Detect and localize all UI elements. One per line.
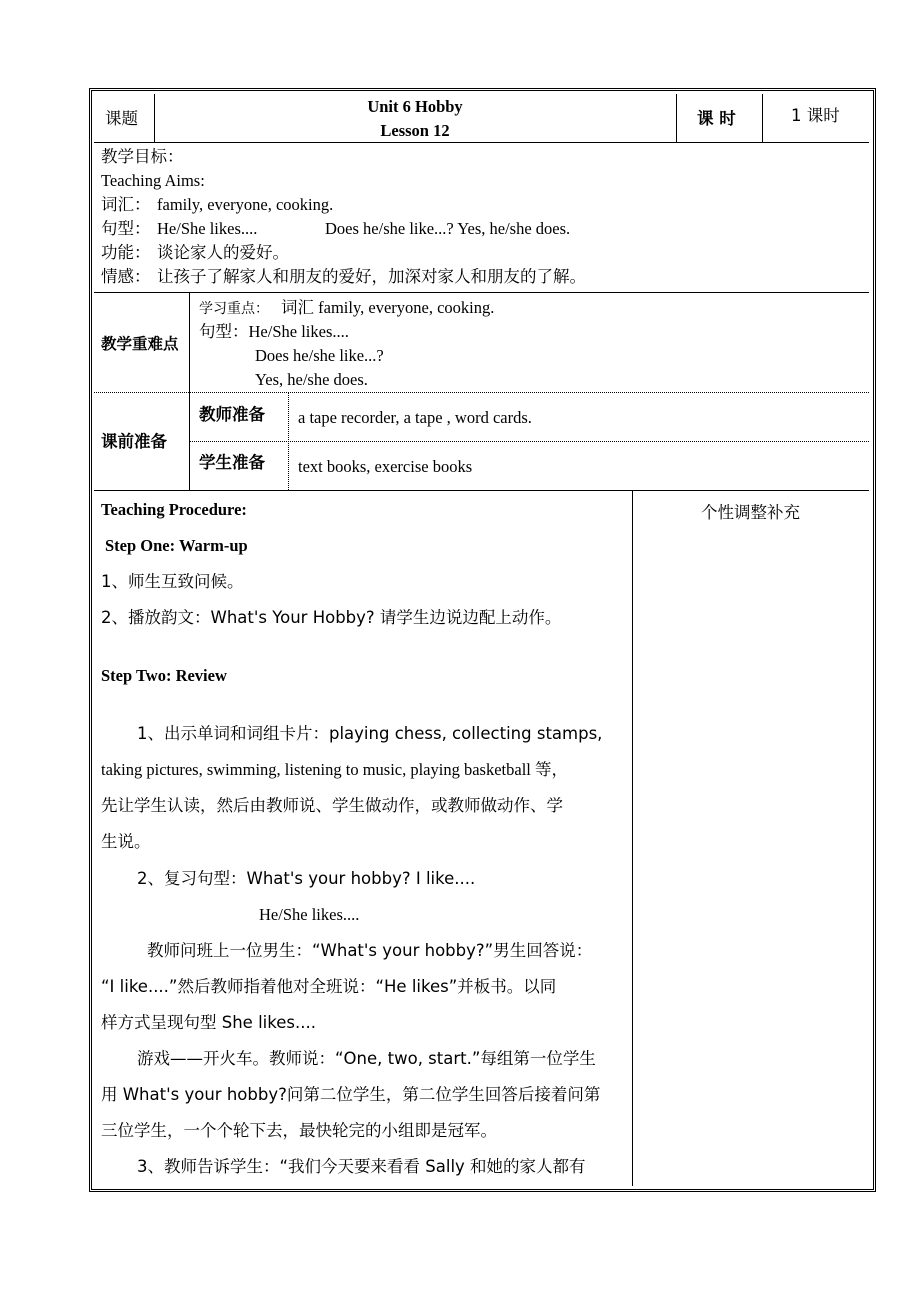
vocab-text: family, everyone, cooking.	[157, 195, 334, 214]
divider	[94, 490, 869, 491]
topic-label: 课题	[105, 109, 138, 128]
key-points-question: Does he/she like...?	[255, 346, 384, 365]
divider	[94, 392, 869, 393]
student-prep-items: text books, exercise books	[298, 457, 473, 476]
step-one-heading: Step One: Warm-up	[105, 536, 248, 555]
aims-heading: 教学目标：	[101, 147, 184, 166]
period-value: 1 课时	[791, 106, 840, 125]
review-item-1-line: 1、出示单词和词组卡片：playing chess, collecting stamps,	[137, 724, 603, 743]
vocab-label: 词汇：	[101, 195, 151, 214]
game-line: 用 What's your hobby?问第二位学生，第二位学生回答后接着问第	[101, 1085, 601, 1104]
sentence-b: Does he/she like...? Yes, he/she does.	[325, 219, 571, 238]
key-points-prefix: 学习重点：	[199, 301, 269, 317]
dialogue-line: 样方式呈现句型 She likes....	[101, 1013, 316, 1032]
divider	[632, 490, 633, 1186]
divider	[189, 292, 190, 490]
emotion-text: 让孩子了解家人和朋友的爱好，加深对家人和朋友的了解。	[157, 267, 586, 286]
period-label: 课 时	[697, 109, 736, 128]
key-points-sentence: 句型：He/She likes....	[199, 322, 349, 341]
step-one-item-2: 2、播放韵文：What's Your Hobby? 请学生边说边配上动作。	[101, 608, 562, 627]
review-item-3-line: 3、教师告诉学生：“我们今天要来看看 Sally 和她的家人都有	[137, 1157, 586, 1176]
divider	[762, 94, 763, 142]
key-points-label: 教学重难点	[101, 335, 179, 353]
review-item-2-line: He/She likes....	[259, 905, 360, 924]
teacher-prep-label: 教师准备	[199, 405, 265, 424]
review-item-1-line: taking pictures, swimming, listening to music, playing basketball 等，	[101, 760, 568, 779]
procedure-heading: Teaching Procedure:	[101, 500, 247, 519]
function-text: 谈论家人的爱好。	[157, 243, 289, 262]
student-prep-label: 学生准备	[199, 453, 265, 472]
key-points-vocab: 词汇 family, everyone, cooking.	[281, 298, 495, 317]
dialogue-line: 教师问班上一位男生：“What's your hobby?”男生回答说：	[147, 941, 593, 960]
sentence-a: He/She likes....	[157, 219, 258, 238]
dialogue-line: “I like....”然后教师指着他对全班说：“He likes”并板书。以同	[101, 977, 557, 996]
lesson-unit-title: Unit 6 Hobby	[367, 97, 463, 116]
divider	[189, 441, 869, 442]
review-item-1-line: 先让学生认读，然后由教师说、学生做动作，或教师做动作、学	[101, 796, 563, 815]
sentence-label: 句型：	[101, 219, 151, 238]
review-item-2-line: 2、复习句型：What's your hobby? I like....	[137, 869, 476, 888]
emotion-label: 情感：	[101, 267, 151, 286]
step-two-heading: Step Two: Review	[101, 666, 227, 685]
game-line: 游戏——开火车。教师说：“One, two, start.”每组第一位学生	[137, 1049, 596, 1068]
game-line: 三位学生，一个个轮下去，最快轮完的小组即是冠军。	[101, 1121, 497, 1140]
function-label: 功能：	[101, 243, 151, 262]
teacher-prep-items: a tape recorder, a tape , word cards.	[298, 408, 532, 427]
prep-label: 课前准备	[101, 432, 167, 451]
side-column-heading: 个性调整补充	[701, 503, 800, 522]
step-one-item-1: 1、师生互致问候。	[101, 572, 244, 591]
key-points-answer: Yes, he/she does.	[255, 370, 368, 389]
divider	[94, 142, 869, 143]
review-item-1-line: 生说。	[101, 832, 151, 851]
divider	[94, 292, 869, 293]
divider	[676, 94, 677, 142]
aims-subheading: Teaching Aims:	[101, 171, 205, 190]
lesson-number-title: Lesson 12	[380, 121, 450, 140]
